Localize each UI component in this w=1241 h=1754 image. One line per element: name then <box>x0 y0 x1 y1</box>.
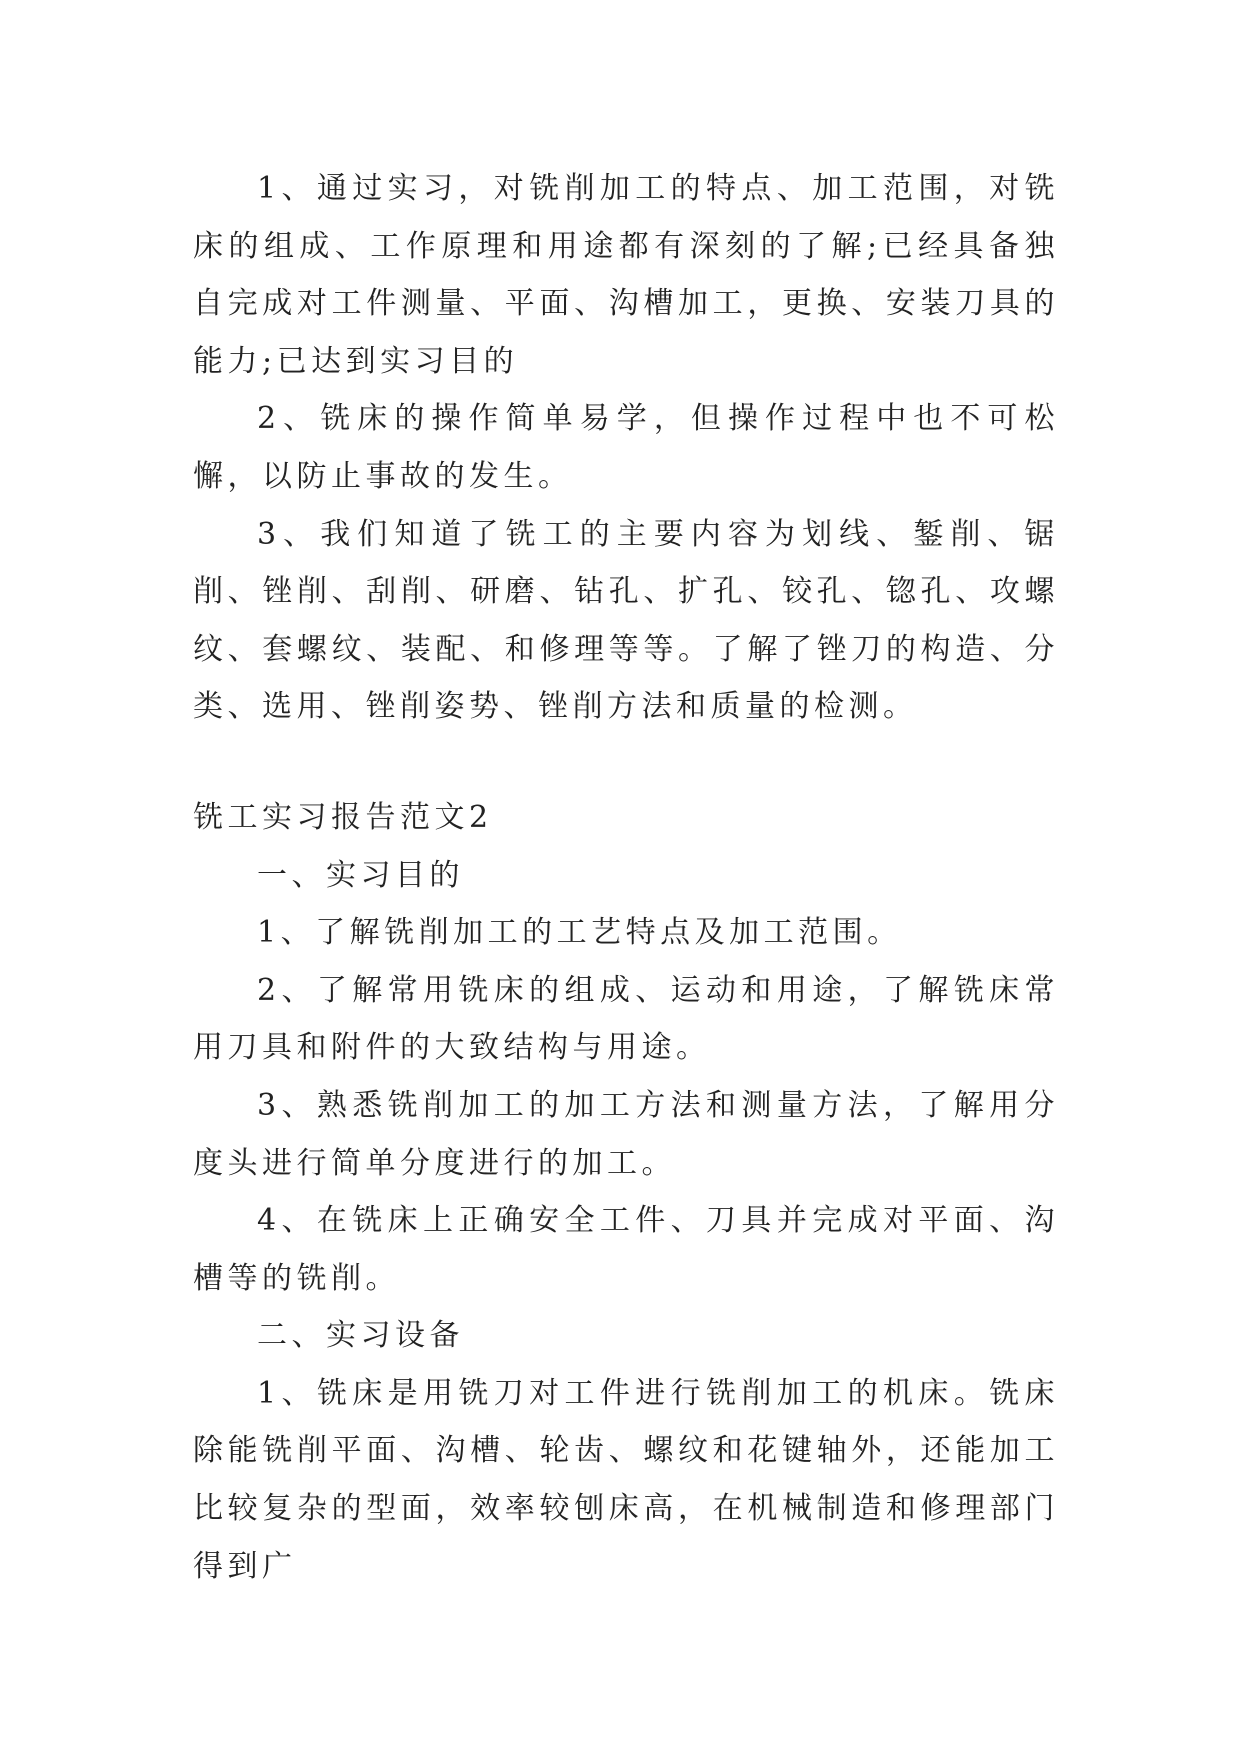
paragraph-purpose-3: 3、熟悉铣削加工的加工方法和测量方法，了解用分度头进行简单分度进行的加工。 <box>193 1087 1059 1181</box>
section-gap <box>193 736 1059 789</box>
paragraph-summary-2: 2、铣床的操作简单易学，但操作过程中也不可松懈，以防止事故的发生。 <box>193 401 1059 494</box>
paragraph-equipment-1: 1、铣床是用铣刀对工件进行铣削加工的机床。铣床除能铣削平面、沟槽、轮齿、螺纹和花键轴外，还能加工比较复杂的型面，效率较刨床高，在机械制造和修理部门得到广 <box>193 1375 1059 1584</box>
section-title: 铣工实习报告范文2 <box>193 799 493 835</box>
paragraph-purpose-4: 4、在铣床上正确安全工件、刀具并完成对平面、沟槽等的铣削。 <box>193 1203 1059 1296</box>
paragraph-purpose-1: 1、了解铣削加工的工艺特点及加工范围。 <box>257 915 902 951</box>
document-page <box>193 160 1059 1595</box>
heading-equipment: 二、实习设备 <box>257 1318 464 1354</box>
heading-purpose: 一、实习目的 <box>257 857 464 893</box>
paragraph-summary-1: 1、通过实习，对铣削加工的特点、加工范围，对铣床的组成、工作原理和用途都有深刻的了解;已经具备独自完成对工件测量、平面、沟槽加工，更换、安装刀具的能力;已达到实习目的 <box>193 171 1059 379</box>
paragraph-purpose-2: 2、了解常用铣床的组成、运动和用途，了解铣床常用刀具和附件的大致结构与用途。 <box>193 972 1059 1066</box>
paragraph-summary-3: 3、我们知道了铣工的主要内容为划线、錾削、锯削、锉削、刮削、研磨、钻孔、扩孔、铰孔、锪孔、攻螺纹、套螺纹、装配、和修理等等。了解了锉刀的构造、分类、选用、锉削姿势、锉削方法和质量的检测。 <box>193 516 1059 725</box>
